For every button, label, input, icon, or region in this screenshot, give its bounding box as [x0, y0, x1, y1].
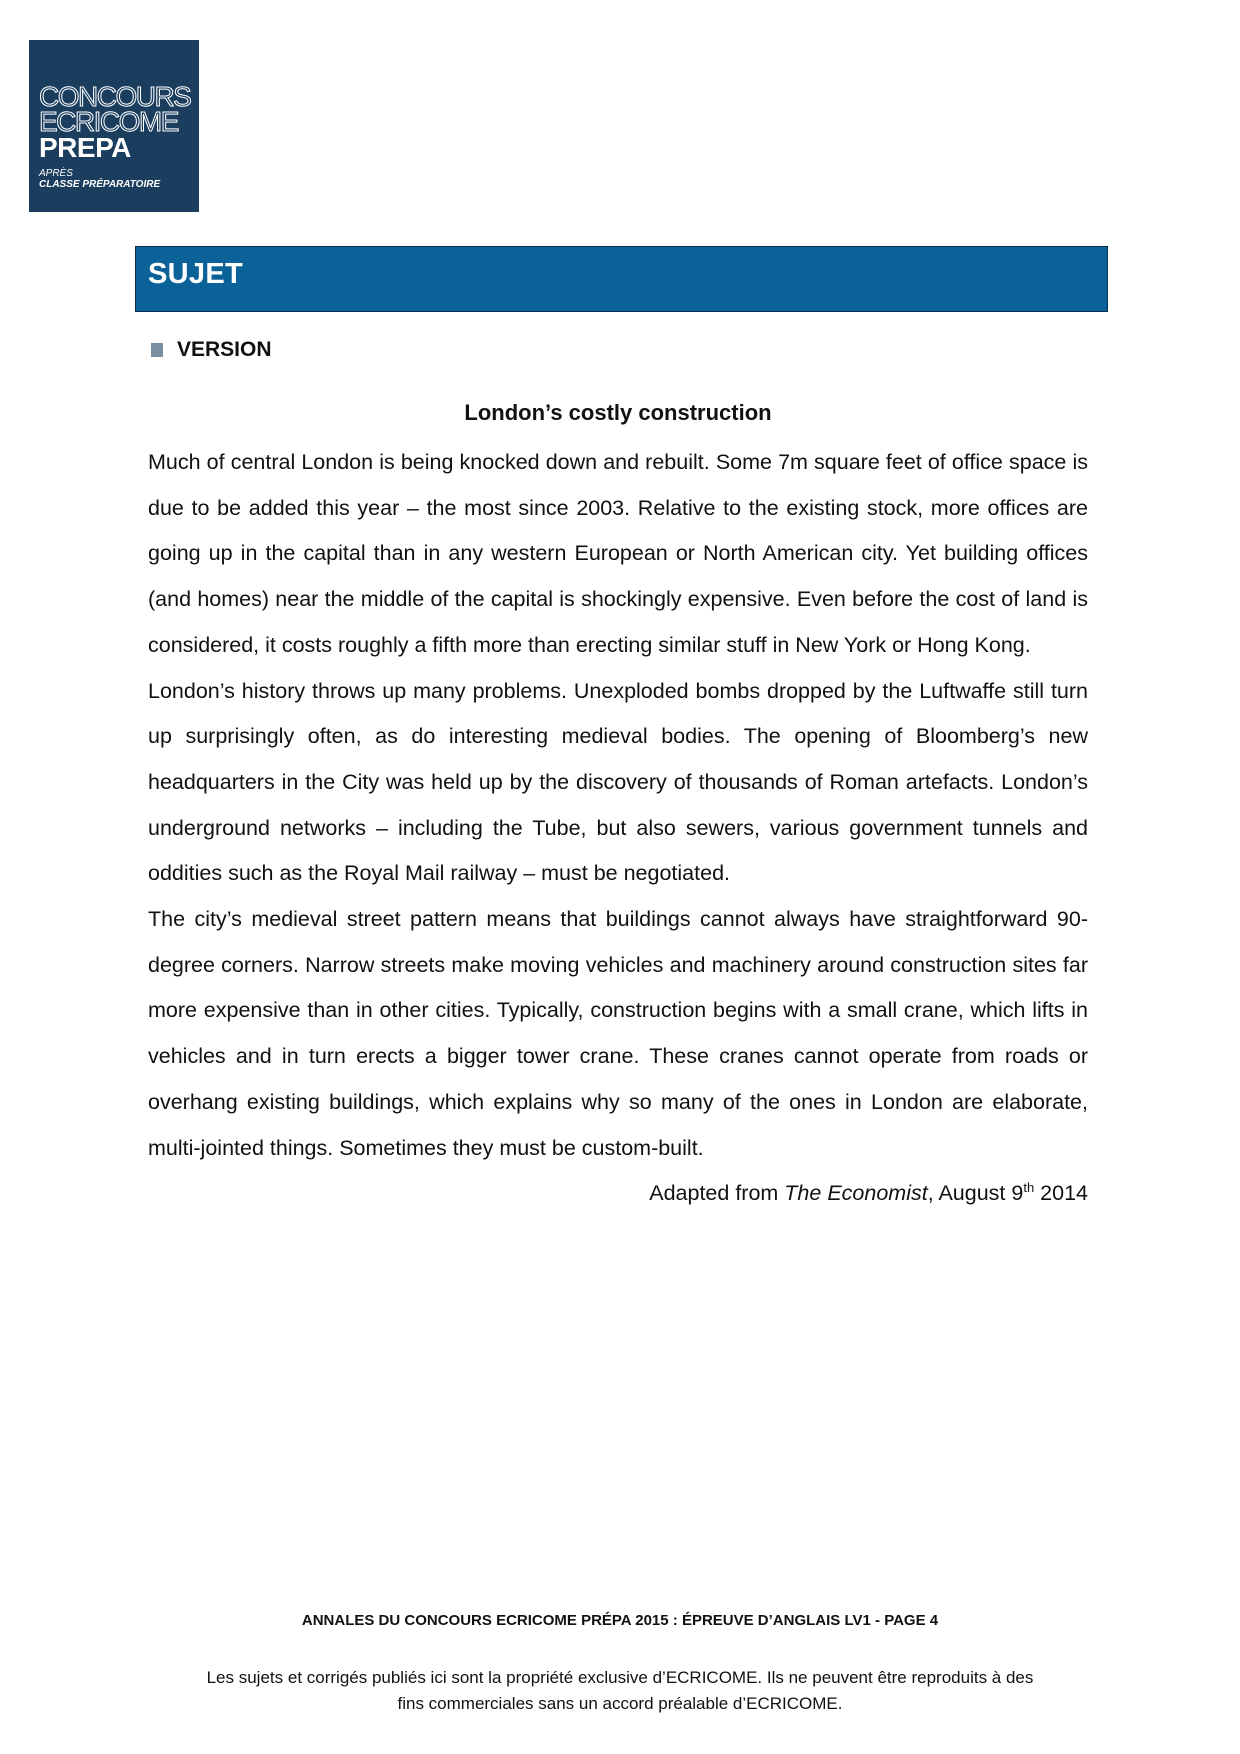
logo-line-ecricome: ECRICOME: [39, 106, 178, 137]
footer-note: [140, 1665, 1100, 1717]
logo-line-classe-preparatoire: CLASSE PRÉPARATOIRE: [39, 179, 161, 190]
article-title: London’s costly construction: [464, 400, 772, 425]
logo-line-apres: APRÈS: [39, 168, 73, 179]
source-date-after: 2014: [1034, 1181, 1088, 1206]
section-heading: [151, 336, 272, 364]
paragraph-3: The city’s medieval street pattern means that buildings cannot always have straightforward 90-degree corners. Narrow streets make moving vehicles and machinery around construction sites far more expensive than in other cities. Typically, construction begins with a small crane, which lifts in vehicles and in turn erects a bigger tower crane. These cranes cannot operate from roads or overhang existing buildings, which explains why so many of the ones in London are elaborate, multi-jointed things. Sometimes they must be custom-built.: [148, 907, 1088, 1160]
banner-title: SUJET: [148, 258, 243, 290]
article-body: [148, 440, 1088, 1217]
logo-line-prepa: PREPA: [39, 132, 131, 163]
footer-title: ANNALES DU CONCOURS ECRICOME PRÉPA 2015 : ÉPREUVE D’ANGLAIS LV1 - PAGE 4: [301, 1612, 939, 1629]
source-publication: The Economist: [784, 1181, 928, 1206]
section-label: VERSION: [177, 338, 272, 361]
ecricome-logo: [29, 40, 199, 212]
logo-line-concours: CONCOURS: [39, 81, 191, 112]
source-citation: [148, 1171, 1088, 1217]
paragraph-1: Much of central London is being knocked down and rebuilt. Some 7m square feet of office space is due to be added this year – the most since 2003. Relative to the existing stock, more offices are going up in the capital than in any western European or North American city. Yet building offices (and homes) near the middle of the capital is shockingly expensive. Even before the cost of land is considered, it costs roughly a fifth more than erecting similar stuff in New York or Hong Kong.: [148, 450, 1088, 657]
source-date-before: , August 9: [927, 1181, 1024, 1206]
source-date-sup: th: [1023, 1180, 1035, 1196]
source-prefix: Adapted from: [649, 1181, 785, 1206]
paragraph-2: London’s history throws up many problems. Unexploded bombs dropped by the Luftwaffe still turn up surprisingly often, as do interesting medieval bodies. The opening of Bloomberg’s new headquarters in the City was held up by the discovery of thousands of Roman artefacts. London’s underground networks – including the Tube, but also sewers, various government tunnels and oddities such as the Royal Mail railway – must be negotiated.: [148, 678, 1088, 886]
square-bullet-icon: [151, 343, 163, 357]
footer-note-line-2: fins commerciales sans un accord préalable d’ECRICOME.: [397, 1694, 843, 1713]
section-banner: [135, 246, 1108, 312]
footer-note-line-1: Les sujets et corrigés publiés ici sont la propriété exclusive d’ECRICOME. Ils ne peuvent être reproduits à des: [206, 1668, 1034, 1687]
